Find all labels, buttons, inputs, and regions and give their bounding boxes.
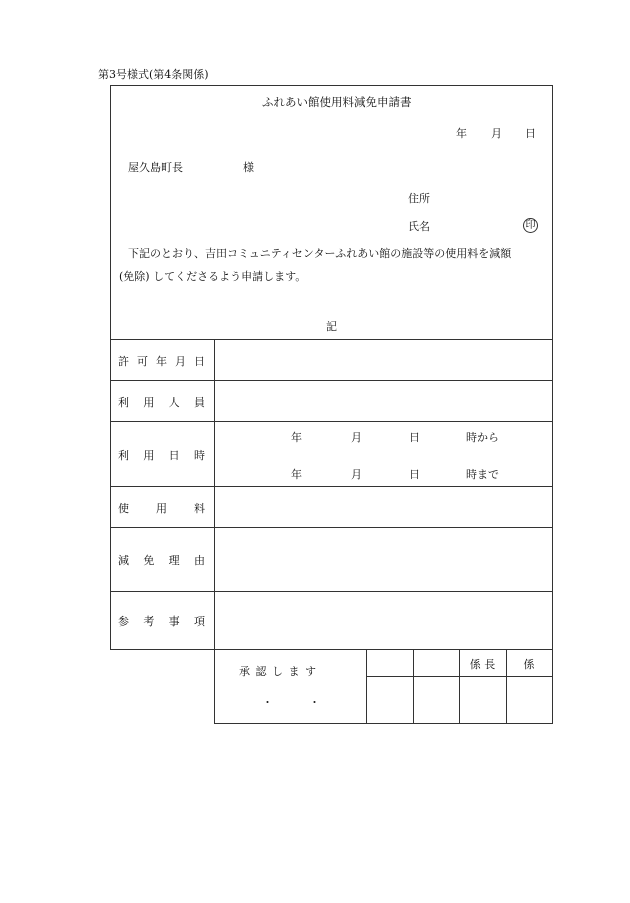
body-text-line2: (免除) してくださるよう申請します。 bbox=[119, 270, 307, 283]
row-divider bbox=[110, 421, 553, 422]
approval-dot: ・ bbox=[262, 696, 273, 709]
stamp-header-section-chief: 係 長 bbox=[469, 658, 496, 671]
from-year-label: 年 bbox=[291, 431, 302, 444]
approval-text: 承 認 し ま す bbox=[239, 665, 317, 678]
row-divider bbox=[110, 527, 553, 528]
to-hour-label: 時まで bbox=[466, 468, 499, 481]
approval-divider bbox=[366, 650, 367, 723]
address-label: 住所 bbox=[408, 192, 430, 205]
label-notes: 参 考 事 項 bbox=[118, 615, 205, 628]
stamp-header-staff: 係 bbox=[523, 658, 535, 671]
label-column-divider bbox=[214, 339, 215, 650]
to-day-label: 日 bbox=[409, 468, 420, 481]
label-reason: 減 免 理 由 bbox=[118, 554, 205, 567]
date-day-label: 日 bbox=[525, 127, 536, 140]
date-year-label: 年 bbox=[456, 127, 467, 140]
form-number: 第3号様式(第4条関係) bbox=[98, 68, 209, 81]
addressee-honorific: 様 bbox=[243, 161, 254, 174]
label-permit-date: 許 可 年 月 日 bbox=[118, 355, 205, 368]
approval-left-border bbox=[214, 650, 215, 723]
label-fee: 使 用 料 bbox=[118, 502, 205, 515]
from-hour-label: 時から bbox=[466, 431, 499, 444]
label-users: 利 用 人 員 bbox=[118, 396, 205, 409]
row-divider bbox=[110, 591, 553, 592]
stamp-header-divider bbox=[366, 676, 553, 677]
ki-label: 記 bbox=[326, 320, 337, 333]
from-month-label: 月 bbox=[351, 431, 362, 444]
row-divider bbox=[110, 486, 553, 487]
approval-right-border bbox=[552, 650, 553, 723]
from-day-label: 日 bbox=[409, 431, 420, 444]
to-month-label: 月 bbox=[351, 468, 362, 481]
body-text-line1: 下記のとおり、吉田コミュニティセンターふれあい館の施設等の使用料を減額 bbox=[128, 247, 512, 260]
row-divider bbox=[110, 339, 553, 340]
date-month-label: 月 bbox=[491, 127, 502, 140]
name-label: 氏名 bbox=[408, 220, 430, 233]
approval-bottom-border bbox=[214, 723, 553, 724]
row-divider bbox=[110, 380, 553, 381]
seal-mark: 印 bbox=[523, 218, 538, 233]
to-year-label: 年 bbox=[291, 468, 302, 481]
form-title: ふれあい館使用料減免申請書 bbox=[262, 95, 412, 109]
addressee-name: 屋久島町長 bbox=[128, 161, 183, 174]
label-datetime: 利 用 日 時 bbox=[118, 449, 205, 462]
approval-divider bbox=[413, 650, 414, 723]
approval-dot: ・ bbox=[309, 696, 320, 709]
